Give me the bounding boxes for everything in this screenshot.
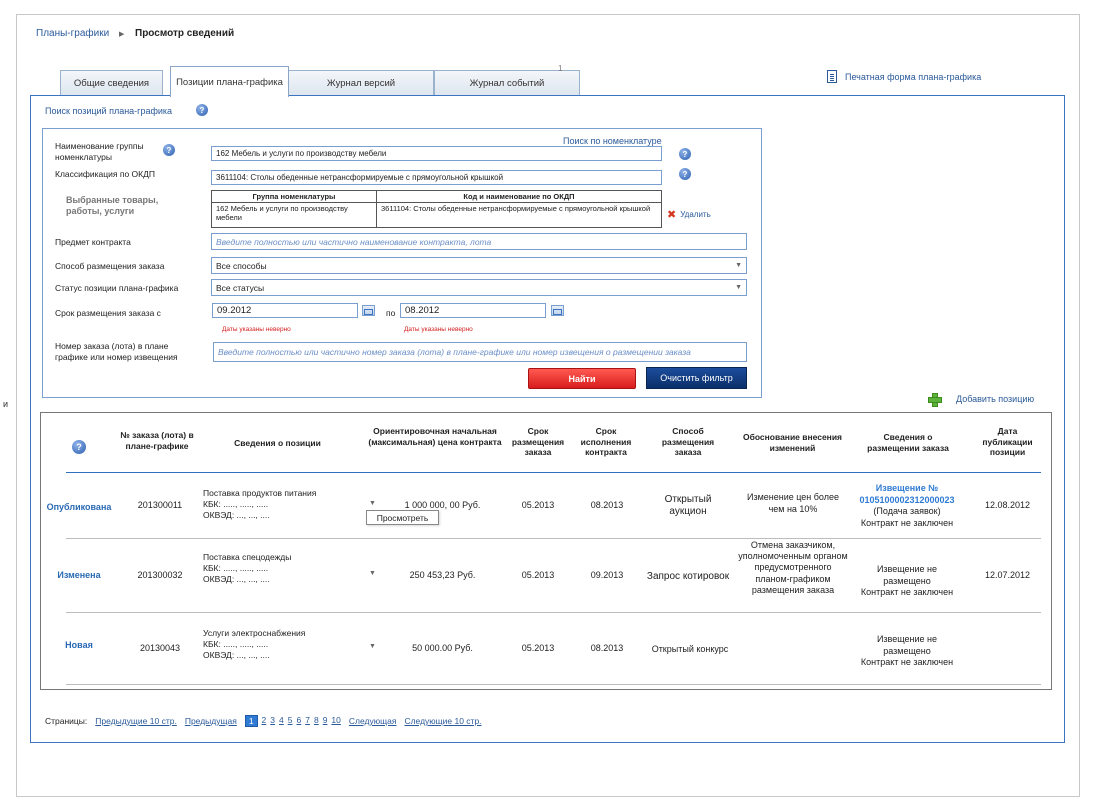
col-info: Сведения о позиции bbox=[234, 438, 321, 448]
pager-label: Страницы: bbox=[45, 716, 88, 726]
period-to-label: по bbox=[386, 308, 396, 318]
edge-char: и bbox=[3, 399, 9, 409]
row3-contract: Контракт не заключен bbox=[860, 657, 954, 667]
row1-number: 201300011 bbox=[137, 500, 183, 510]
row3-name: Услуги электроснабжения bbox=[203, 628, 306, 638]
view-button[interactable]: Просмотреть bbox=[366, 510, 439, 525]
pagination bbox=[45, 715, 482, 727]
method-label: Способ размещения заказа bbox=[55, 261, 165, 271]
row1-dropdown-icon[interactable]: ▼ bbox=[369, 500, 376, 507]
row1-notice-status: (Подача заявок) bbox=[873, 506, 941, 516]
selected-goods-label: Выбранные товары, работы, услуги bbox=[66, 195, 159, 216]
row2-dropdown-icon[interactable]: ▼ bbox=[369, 570, 376, 577]
breadcrumb-parent[interactable]: Планы-графики bbox=[36, 28, 110, 39]
row1-name: Поставка продуктов питания bbox=[203, 488, 317, 498]
row3-execution: 08.2013 bbox=[590, 643, 624, 653]
row-divider bbox=[66, 684, 1041, 685]
page-6[interactable]: 6 bbox=[296, 715, 302, 725]
search-positions-link[interactable]: Поиск позиций плана-графика bbox=[45, 106, 173, 116]
page-9[interactable]: 9 bbox=[322, 715, 328, 725]
row2-date: 12.07.2012 bbox=[984, 570, 1031, 580]
tab-general[interactable]: Общие сведения bbox=[60, 70, 163, 96]
tab-versions[interactable]: Журнал версий bbox=[288, 70, 434, 96]
row3-okved: ОКВЭД: ..., ..., .... bbox=[203, 650, 270, 660]
number-label: Номер заказа (лота) в плане графике или номер извещения bbox=[55, 341, 178, 362]
row1-contract: Контракт не заключен bbox=[860, 517, 954, 528]
selected-col-group: Группа номенклатуры bbox=[212, 191, 377, 203]
page-8[interactable]: 8 bbox=[313, 715, 319, 725]
nomenclature-search-link[interactable]: Поиск по номенклатуре bbox=[563, 136, 662, 146]
print-form-label: Печатная форма плана-графика bbox=[845, 71, 982, 82]
row1-okved: ОКВЭД: ..., ..., .... bbox=[203, 510, 270, 520]
row3-number: 20130043 bbox=[139, 643, 181, 653]
row2-info bbox=[203, 552, 363, 585]
period-to-error: Даты указаны неверно bbox=[404, 326, 473, 333]
page-10[interactable]: 10 bbox=[331, 715, 341, 725]
row2-name: Поставка спецодежды bbox=[203, 552, 292, 562]
calendar-icon[interactable] bbox=[551, 305, 564, 316]
group-help-icon[interactable]: ? bbox=[163, 144, 175, 156]
row1-notice-link[interactable]: Извещение № 0105100002312000023 bbox=[859, 483, 955, 505]
add-position-label: Добавить позицию bbox=[956, 394, 1035, 404]
row1-status[interactable]: Опубликована bbox=[46, 502, 112, 512]
chevron-down-icon: ▼ bbox=[735, 284, 742, 291]
row3-status[interactable]: Новая bbox=[65, 640, 93, 650]
col-placement: Срок размещения заказа bbox=[511, 426, 565, 457]
pager-prev[interactable]: Предыдущая bbox=[184, 716, 237, 726]
row2-notice-text: Извещение не размещено bbox=[876, 564, 938, 586]
tab-positions[interactable]: Позиции плана-графика bbox=[170, 66, 289, 97]
okdp-help-icon[interactable]: ? bbox=[679, 168, 691, 180]
subject-label: Предмет контракта bbox=[55, 237, 131, 247]
col-price: Ориентировочная начальная (максимальная) цена контракта bbox=[368, 426, 502, 447]
okdp-label: Классификация по ОКДП bbox=[55, 169, 155, 179]
find-button[interactable]: Найти bbox=[528, 368, 636, 389]
method-select[interactable] bbox=[211, 257, 747, 274]
header-divider bbox=[66, 472, 1041, 473]
pager-next[interactable]: Следующая bbox=[348, 716, 397, 726]
number-input[interactable]: Введите полностью или частично номер заказа (лота) в плане-графике или номер извещения о размещении заказа bbox=[213, 342, 747, 362]
period-from-input[interactable]: 09.2012 bbox=[212, 303, 358, 318]
row1-method: Открытый аукцион bbox=[664, 494, 712, 517]
row-divider bbox=[66, 612, 1041, 613]
period-from-error: Даты указаны неверно bbox=[222, 326, 291, 333]
row1-kbk: КБК: ....., ....., ..... bbox=[203, 499, 269, 509]
row1-notice bbox=[852, 483, 962, 529]
row2-number: 201300032 bbox=[137, 570, 183, 580]
print-form-link[interactable] bbox=[827, 70, 981, 83]
clear-filter-button[interactable]: Очистить фильтр bbox=[646, 367, 747, 389]
row3-info bbox=[203, 628, 363, 661]
selected-group-cell: 162 Мебель и услуги по производству мебели bbox=[212, 203, 377, 228]
col-number: № заказа (лота) в плане-графике bbox=[120, 430, 194, 451]
calendar-icon[interactable] bbox=[362, 305, 375, 316]
breadcrumb-current: Просмотр сведений bbox=[135, 28, 235, 39]
row2-price: 250 453,23 Руб. bbox=[409, 570, 476, 580]
row2-execution: 09.2013 bbox=[590, 570, 624, 580]
table-help-icon[interactable]: ? bbox=[72, 440, 86, 454]
help-icon[interactable]: ? bbox=[196, 104, 208, 116]
col-method: Способ размещения заказа bbox=[661, 426, 715, 457]
method-select-value: Все способы bbox=[216, 260, 267, 271]
tab-events[interactable]: Журнал событий bbox=[434, 70, 580, 96]
selected-okdp-cell: 3611104: Столы обеденные нетрансформируемые с прямоугольной крышкой bbox=[377, 203, 662, 228]
row3-method: Открытый конкурс bbox=[651, 644, 729, 654]
add-position-button[interactable] bbox=[928, 393, 1034, 405]
pager-prev10[interactable]: Предыдущие 10 стр. bbox=[95, 716, 177, 726]
row2-status[interactable]: Изменена bbox=[57, 570, 101, 580]
status-select[interactable] bbox=[211, 279, 747, 296]
page-3[interactable]: 3 bbox=[270, 715, 276, 725]
col-notice: Сведения о размещении заказа bbox=[867, 432, 949, 453]
col-reason: Обоснование внесения изменений bbox=[742, 432, 843, 453]
row-divider bbox=[66, 538, 1041, 539]
row1-date: 12.08.2012 bbox=[984, 500, 1031, 510]
row3-notice bbox=[852, 634, 962, 669]
row2-okved: ОКВЭД: ..., ..., .... bbox=[203, 574, 270, 584]
group-field-help-icon[interactable]: ? bbox=[679, 148, 691, 160]
pager-next10[interactable]: Следующие 10 стр. bbox=[404, 716, 482, 726]
add-icon bbox=[928, 393, 940, 405]
chevron-down-icon: ▼ bbox=[735, 262, 742, 269]
row2-notice bbox=[852, 564, 962, 599]
pager-pages bbox=[245, 715, 341, 727]
breadcrumb-arrow-icon: ▶ bbox=[119, 31, 125, 38]
document-icon bbox=[827, 70, 837, 83]
delete-icon: ✖ bbox=[667, 209, 677, 221]
period-to-input[interactable]: 08.2012 bbox=[400, 303, 546, 318]
page-1[interactable]: 1 bbox=[245, 715, 258, 727]
subject-input[interactable]: Введите полностью или частично наименование контракта, лота bbox=[211, 233, 747, 250]
delete-label: Удалить bbox=[680, 210, 711, 219]
page-5[interactable]: 5 bbox=[287, 715, 293, 725]
page-7[interactable]: 7 bbox=[305, 715, 310, 725]
okdp-input[interactable]: 3611104: Столы обеденные нетрансформируемые с прямоугольной крышкой bbox=[211, 170, 662, 185]
row3-notice-text: Извещение не размещено bbox=[876, 634, 938, 656]
row1-price: 1 000 000, 00 Руб. bbox=[404, 500, 481, 510]
row2-method: Запрос котировок bbox=[646, 571, 730, 582]
selected-goods-table bbox=[211, 190, 662, 228]
status-label: Статус позиции плана-графика bbox=[55, 283, 179, 293]
row1-reason: Изменение цен более чем на 10% bbox=[746, 492, 840, 514]
row2-reason: Отмена заказчиком, уполномоченным органом предусмотренного планом-графиком размещения заказа bbox=[738, 540, 848, 595]
delete-button[interactable] bbox=[667, 208, 711, 221]
col-execution: Срок исполнения контракта bbox=[580, 426, 632, 457]
col-date: Дата публикации позиции bbox=[982, 426, 1033, 457]
row1-placement: 05.2013 bbox=[521, 500, 555, 510]
page-4[interactable]: 4 bbox=[279, 715, 284, 725]
period-label: Срок размещения заказа с bbox=[55, 308, 161, 318]
row2-kbk: КБК: ....., ....., ..... bbox=[203, 563, 269, 573]
status-select-value: Все статусы bbox=[216, 282, 265, 293]
row3-price: 50 000.00 Руб. bbox=[412, 643, 473, 653]
row1-execution: 08.2013 bbox=[590, 500, 624, 510]
row3-kbk: КБК: ....., ....., ..... bbox=[203, 639, 269, 649]
row3-dropdown-icon[interactable]: ▼ bbox=[369, 643, 376, 650]
group-label: Наименование группы номенклатуры bbox=[55, 141, 144, 162]
selected-col-okdp: Код и наименование по ОКДП bbox=[377, 191, 662, 203]
page-2[interactable]: 2 bbox=[261, 715, 267, 725]
row2-placement: 05.2013 bbox=[521, 570, 555, 580]
row2-contract: Контракт не заключен bbox=[860, 587, 954, 597]
tab-marker: 1 bbox=[558, 64, 563, 73]
row3-placement: 05.2013 bbox=[521, 643, 555, 653]
group-input[interactable]: 162 Мебель и услуги по производству мебели bbox=[211, 146, 662, 161]
row1-info bbox=[203, 488, 363, 521]
